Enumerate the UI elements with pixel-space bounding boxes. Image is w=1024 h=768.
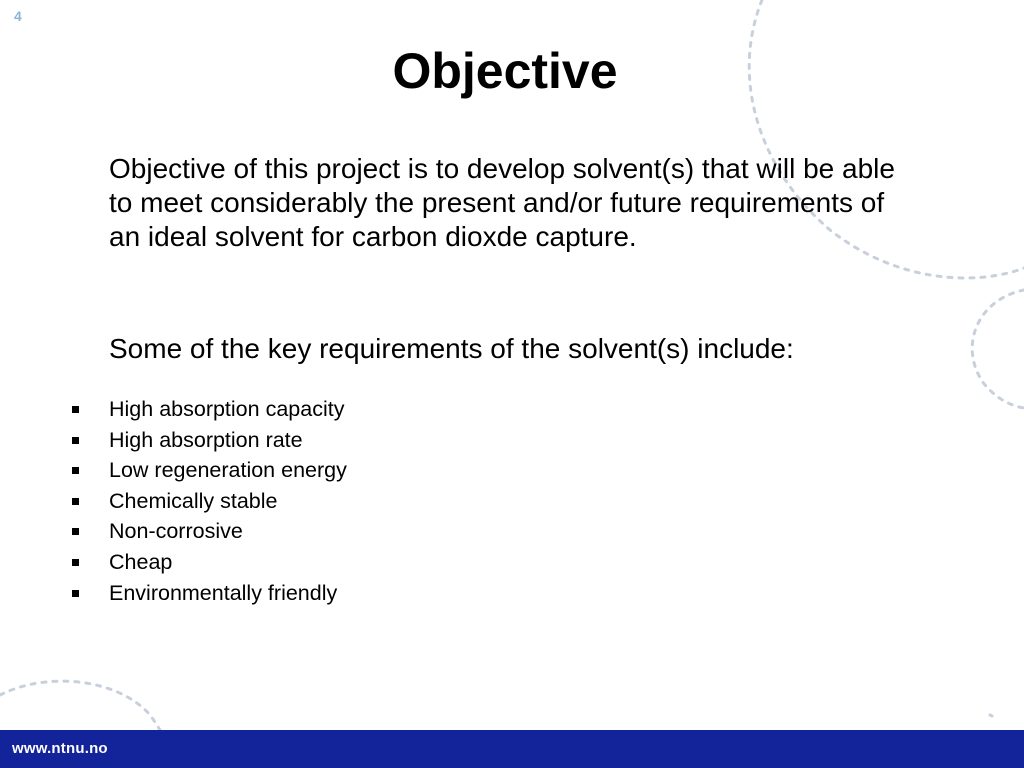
list-item-text: Environmentally friendly	[109, 580, 338, 605]
list-item-text: High absorption rate	[109, 427, 303, 452]
footer-url: www.ntnu.no	[12, 740, 108, 757]
bullet-icon	[72, 467, 79, 474]
decorative-arc-bottom-right	[990, 715, 992, 716]
list-item-text: Cheap	[109, 549, 173, 574]
page-title: Objective	[392, 43, 618, 99]
bullet-icon	[72, 528, 79, 535]
list-item-text: Chemically stable	[109, 488, 278, 513]
requirements-list	[72, 394, 347, 608]
bullet-icon	[72, 406, 79, 413]
bullet-icon	[72, 437, 79, 444]
bullet-icon	[72, 559, 79, 566]
list-item	[72, 547, 347, 578]
objective-paragraph: Objective of this project is to develop solvent(s) that will be able to meet considerably the present and/or future requirements of an ideal solvent for carbon dioxde capture.	[109, 153, 895, 252]
list-item	[72, 394, 347, 425]
list-item	[72, 455, 347, 486]
list-item-text: Non-corrosive	[109, 519, 243, 544]
decorative-arc-right	[972, 290, 1024, 408]
list-item-text: High absorption capacity	[109, 397, 345, 421]
requirements-intro: Some of the key requirements of the solvent(s) include:	[109, 333, 794, 364]
list-item	[72, 486, 347, 517]
bullet-icon	[72, 590, 79, 597]
bullet-icon	[72, 498, 79, 505]
list-item	[72, 578, 347, 609]
list-item-text: Low regeneration energy	[109, 458, 347, 483]
footer-bar	[0, 730, 1024, 768]
list-item	[72, 516, 347, 547]
slide-number: 4	[14, 8, 22, 24]
list-item	[72, 425, 347, 456]
